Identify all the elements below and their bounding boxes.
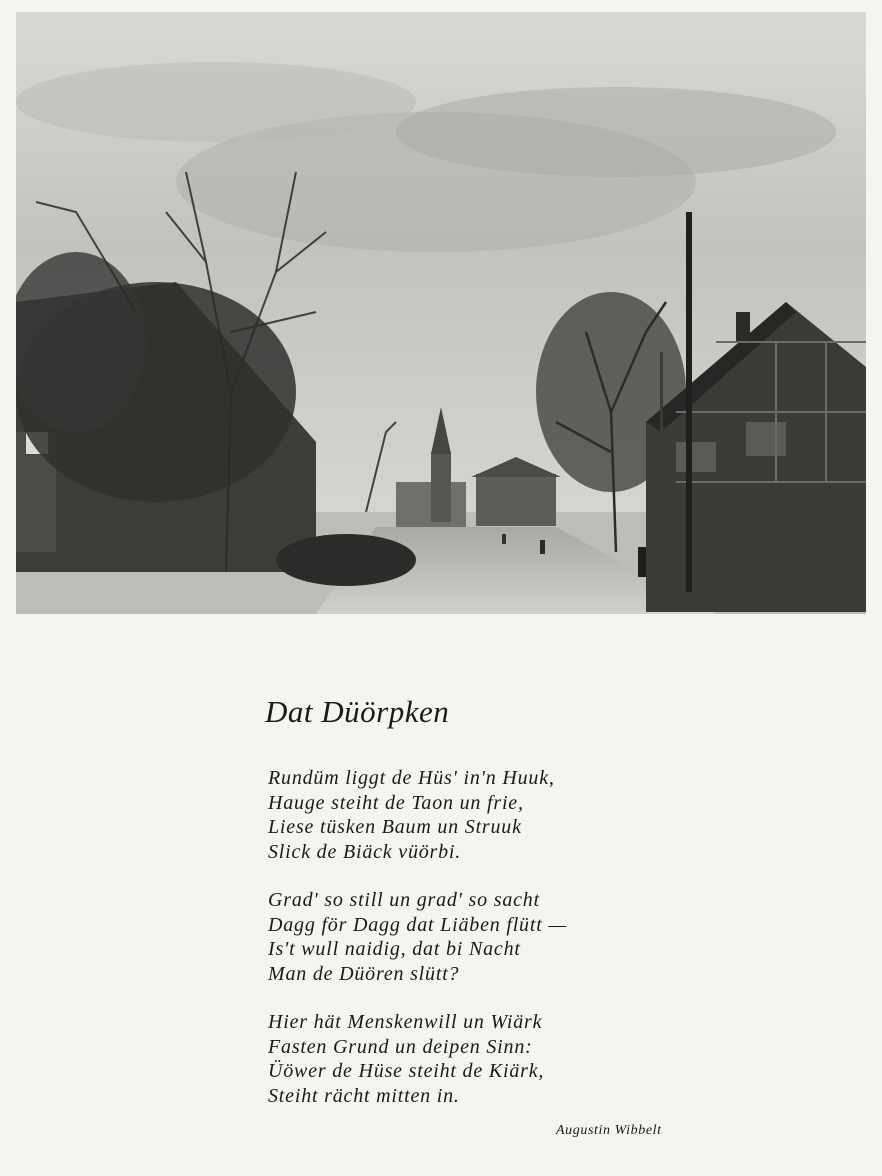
village-street-photo: [16, 12, 866, 614]
poem-line: Hauge steiht de Taon un frie,: [268, 791, 524, 814]
poem-line: Grad' so still un grad' so sacht: [268, 889, 540, 911]
poem-title: Dat Düörpken: [265, 694, 450, 729]
poem-line: Üöwer de Hüse steiht de Kiärk,: [268, 1060, 545, 1082]
poem-author: Augustin Wibbelt: [556, 1123, 662, 1138]
poem-line: Liese tüsken Baum un Struuk: [268, 816, 522, 838]
poem-line: Fasten Grund un deipen Sinn:: [268, 1035, 533, 1058]
poem-line: Dagg för Dagg dat Liäben flütt —: [268, 913, 567, 936]
poem-body: [268, 766, 567, 1132]
poem-line: Steiht rächt mitten in.: [268, 1084, 460, 1107]
poem-line: Hier hät Menskenwill un Wiärk: [268, 1011, 543, 1033]
poem-stanza: [268, 766, 567, 864]
poem-stanza: [268, 1010, 567, 1108]
village-photo-drawing: [16, 12, 866, 614]
poem-stanza: [268, 888, 567, 986]
poem-line: Man de Düören slütt?: [268, 962, 460, 985]
poem-line: Rundüm liggt de Hüs' in'n Huuk,: [268, 767, 555, 789]
poem-line: Slick de Biäck vüörbi.: [268, 840, 462, 863]
poem-line: Is't wull naidig, dat bi Nacht: [268, 938, 521, 960]
